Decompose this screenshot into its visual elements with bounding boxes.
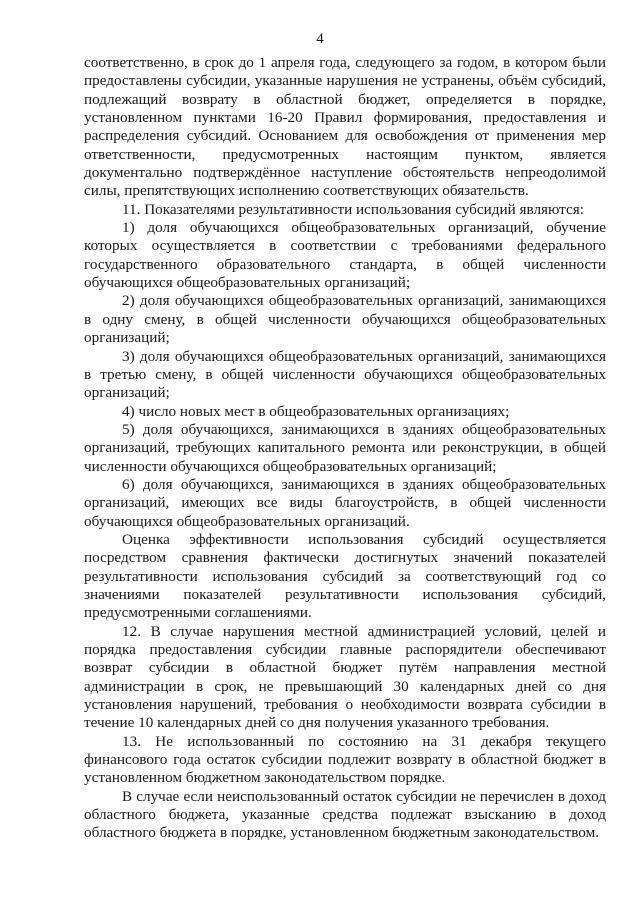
document-body	[84, 54, 606, 843]
page-number: 4	[316, 31, 324, 47]
paragraph-continuation: соответственно, в срок до 1 апреля года, следующего за годом, в котором были предоставлены субсидии, указанные нарушения не устранены, объём субсидий, подлежащий возврату в областной бюджет, определяется в порядке, установленном пунктами 16-20 Правил формирования, предоставления и распределения субсидий. Основанием для освобождения от применения мер ответственности, предусмотренных настоящим пунктом, является документально подтверждённое наступление обстоятельств непреодолимой силы, препятствующих исполнению соответствующих обязательств.	[84, 54, 606, 200]
paragraph-unspent-balance: В случае если неиспользованный остаток субсидии не перечислен в доход областного бюджета, указанные средства подлежат взысканию в доход областного бюджета в порядке, установленном бюджетным законодательством.	[84, 787, 606, 842]
paragraph-indicator-5: 5) доля обучающихся, занимающихся в зданиях общеобразовательных организаций, требующих капитального ремонта или реконструкции, в общей численности обучающихся общеобразовательных организаций;	[84, 420, 606, 475]
paragraph-item-11-heading: 11. Показателями результативности использования субсидий являются:	[122, 200, 584, 218]
paragraph-indicator-6: 6) доля обучающихся, занимающихся в зданиях общеобразовательных организаций, имеющих все виды благоустройств, в общей численности обучающихся общеобразовательных организаций.	[84, 475, 606, 530]
paragraph-indicator-4: 4) число новых мест в общеобразовательных организациях;	[122, 402, 510, 420]
paragraph-indicator-2: 2) доля обучающихся общеобразовательных организаций, занимающихся в одну смену, в общей численности обучающихся общеобразовательных организаций;	[84, 292, 606, 347]
paragraph-indicator-3: 3) доля обучающихся общеобразовательных организаций, занимающихся в третью смену, в общей численности обучающихся общеобразовательных организаций;	[84, 347, 606, 402]
paragraph-efficiency-assessment: Оценка эффективности использования субсидий осуществляется посредством сравнения фактически достигнутых значений показателей результативности использования субсидий за соответствующий год со значениями показателей результативности использования субсидий, предусмотренными соглашениями.	[84, 530, 606, 622]
paragraph-item-12: 12. В случае нарушения местной администрацией условий, целей и порядка предоставления субсидии главные распорядители обеспечивают возврат субсидии в областной бюджет путём направления местной администрации в срок, не превышающий 30 календарных дней со дня установления нарушений, требования о необходимости возврата субсидии в течение 10 календарных дней со дня получения указанного требования.	[84, 622, 606, 732]
paragraph-item-13: 13. Не использованный по состоянию на 31 декабря текущего финансового года остаток субсидии подлежит возврату в областной бюджет в установленном бюджетном законодательством порядке.	[84, 732, 606, 787]
paragraph-indicator-1: 1) доля обучающихся общеобразовательных организаций, обучение которых осуществляется в соответствии с требованиями федерального государственного образовательного стандарта, в общей численности обучающихся общеобразовательных организаций;	[84, 219, 606, 292]
